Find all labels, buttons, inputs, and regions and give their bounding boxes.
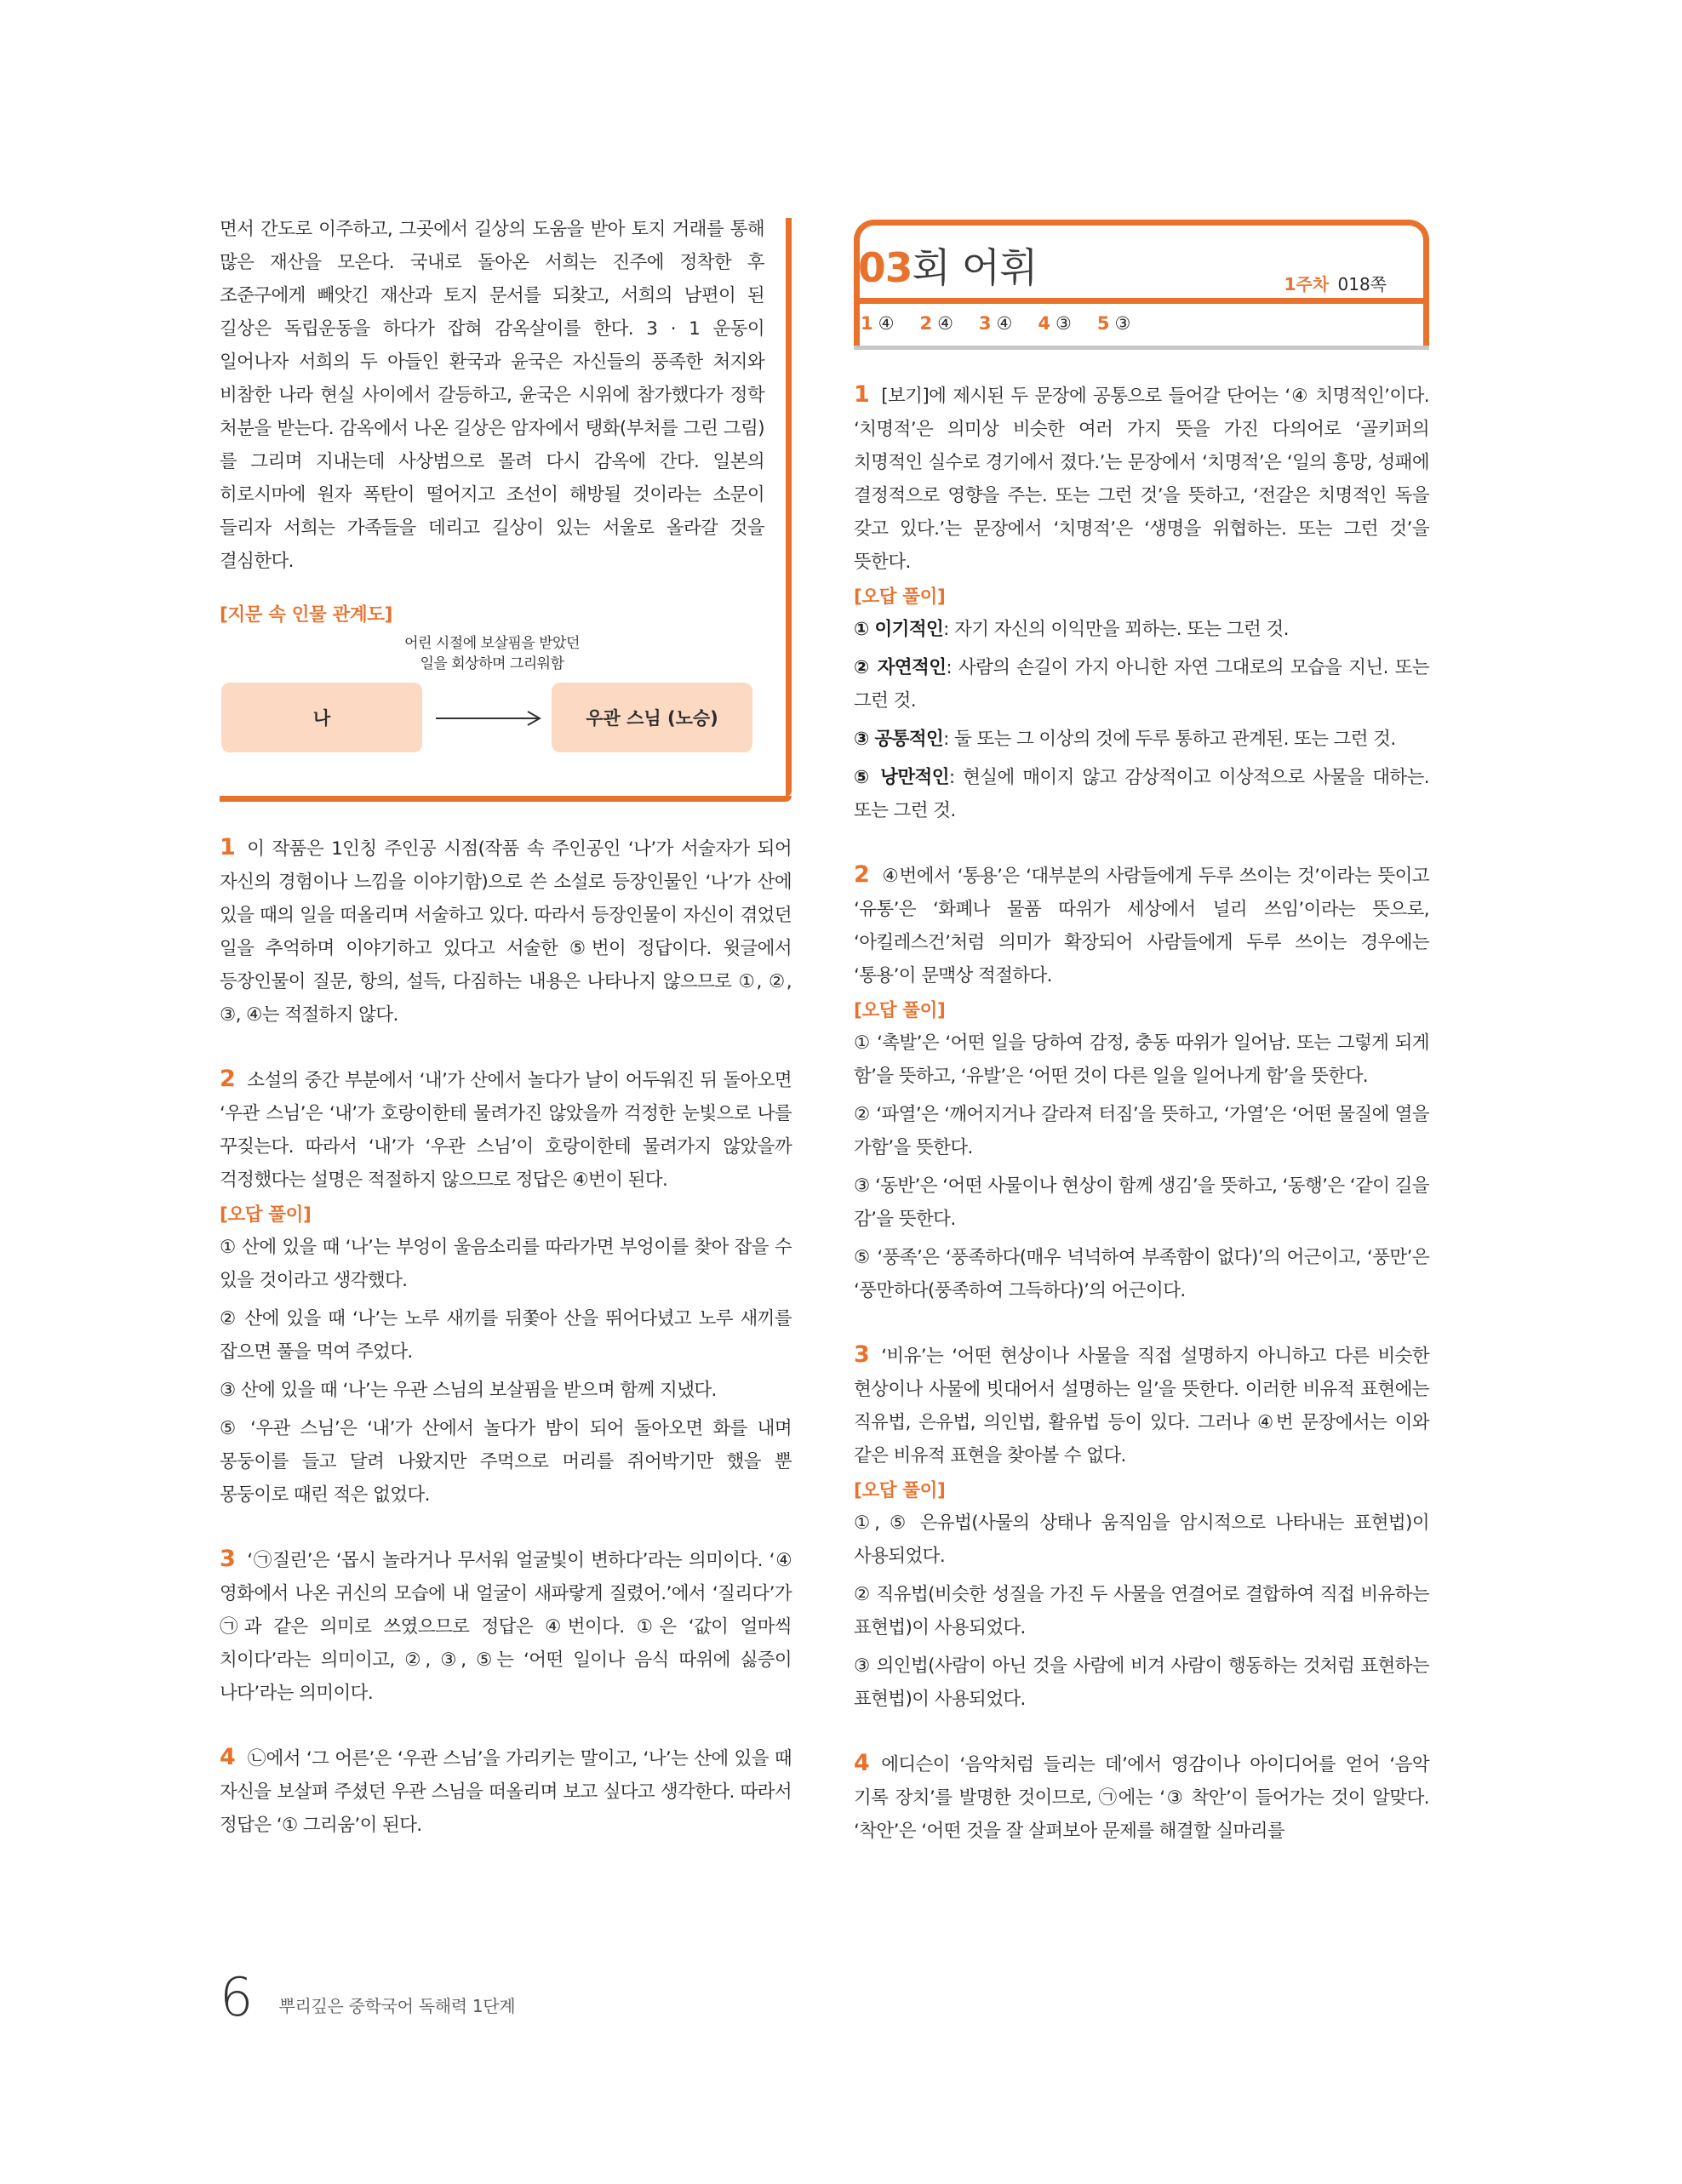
answer-key [861,313,1130,334]
answer-key-item [1038,313,1071,334]
answer-2 [220,1062,792,1512]
wrong-answer-item [854,613,1429,646]
answer-number: 2 [854,861,870,888]
answer-key-item [1097,313,1130,334]
section-number: 03 [858,245,913,292]
arrow-right-icon [434,708,545,729]
page-reference [1284,271,1387,295]
answer-key-item [919,313,953,334]
diagram-node-me: 나 [221,683,422,752]
term: ⑤ 낭만적인 [854,767,949,788]
answer-2 [854,858,1429,1307]
page-label: 018쪽 [1337,274,1387,294]
answer-number: 1 [220,834,236,860]
diagram-caption [364,633,620,674]
answer-text: [보기]에 제시된 두 문장에 공통으로 들어갈 단어는 ‘④ 치명적인’이다. ‘치명적’은 의미상 비슷한 여러 가지 뜻을 가진 다의어로 ‘골키퍼의 치명적인 실수로 경기에서 졌다.’는 문장에서 ‘치명적’은 ‘일의 흥망, 성패에 결정적으로 영향을 주는. 또는 그런 것’을 뜻하고, ‘전갈은 치명적인 독을 갖고 있다.’는 문장에서 ‘치명적’은 ‘생명을 위협하는. 또는 그런 것’을 뜻한다. [854,386,1429,573]
answer-number: 4 [220,1744,236,1770]
answer-1 [854,378,1429,827]
answer-text: ‘㉠질린’은 ‘몹시 놀라거나 무서워 얼굴빛이 변하다’라는 의미이다. ‘④ 영화에서 나온 귀신의 모습에 내 얼굴이 새파랗게 질렸어.’에서 ‘질리다’가 ㉠과 같은 의미로 쓰였으므로 정답은 ④번이다. ①은 ‘값이 얼마씩 치이다’라는 의미이고, ②, ③, ⑤는 ‘어떤 일이나 음식 따위에 싫증이 나다’라는 의미이다. [220,1550,792,1704]
definition: : 사람의 손길이 가지 아니한 자연 그대로의 모습을 지닌. 또는 그런 것. [854,657,1429,712]
answer-text: ‘비유’는 ‘어떤 현상이나 사물을 직접 설명하지 아니하고 다른 비슷한 현상이나 사물에 빗대어서 설명하는 일’을 뜻한다. 이러한 비유적 표현에는 직유법, 은유법, 의인법, 활유법 등이 있다. 그러나 ④번 문장에서는 이와 같은 비유적 표현을 찾아볼 수 없다. [854,1346,1429,1466]
wrong-answer-item: ⑤ ‘우관 스님’은 ‘내’가 산에서 놀다가 밤이 되어 돌아오면 화를 내며 몽둥이를 들고 달려 나왔지만 주먹으로 머리를 쥐어박기만 했을 뿐 몽둥이로 때린 적은 없었다. [220,1418,792,1506]
answer-key-number: 4 [1038,313,1050,334]
answer-3 [854,1338,1429,1716]
right-answers [854,378,1429,1848]
term: ② 자연적인 [854,657,947,678]
summary-paragraph: 면서 간도로 이주하고, 그곳에서 길상의 도움을 받아 토지 거래를 통해 많은 재산을 모은다. 국내로 돌아온 서희는 진주에 정착한 후 조준구에게 빼앗긴 재산과 토지 문서를 되찾고, 서희의 남편이 된 길상은 독립운동을 하다가 잡혀 감옥살이를 한다. 3 · 1 운동이 일어나자 서희의 두 아들인 환국과 윤국은 자신들의 풍족한 처지와 비참한 나라 현실 사이에서 갈등하고, 윤국은 시위에 참가했다가 정학 처분을 받는다. 감옥에서 나온 길상은 암자에서 탱화(부처를 그린 그림)를 그리며 지내는데 사상범으로 몰려 다시 감옥에 간다. 일본의 히로시마에 원자 폭탄이 떨어지고 조선이 해방될 것이라는 소문이 들리자 서희는 가족들을 데리고 길상이 있는 서울로 올라갈 것을 결심한다. [220,219,764,572]
week-label: 1주차 [1284,274,1330,294]
term: ③ 공통적인 [854,729,944,750]
section-title-text: 회 어휘 [912,245,1038,292]
answer-number: 2 [220,1066,236,1092]
answer-key-value: ③ [1055,313,1072,334]
answer-number: 1 [854,381,870,408]
answer-key-value: ④ [996,313,1013,334]
answer-key-number: 2 [919,313,933,334]
answer-number: 3 [220,1546,236,1572]
answer-key-value: ④ [937,313,953,334]
wrong-answer-label: [오답 풀이] [854,586,946,608]
answer-1 [220,831,792,1032]
answer-text: ④번에서 ‘통용’은 ‘대부분의 사람들에게 두루 쓰이는 것’이라는 뜻이고 ‘유통’은 ‘화폐나 물품 따위가 세상에서 널리 쓰임’이라는 뜻으로, ‘아킬레스건’처럼 의미가 확장되어 사람들에게 두루 쓰이는 경우에는 ‘통용’이 문맥상 적절하다. [854,866,1429,986]
definition: : 둘 또는 그 이상의 것에 두루 통하고 관계된. 또는 그런 것. [943,729,1396,750]
summary-box [220,213,792,802]
diagram-caption-line-1: 어린 시절에 보살핌을 받았던 [404,635,580,652]
answer-text: 에디슨이 ‘음악처럼 들리는 데’에서 영감이나 아이디어를 얻어 ‘음악 기록 장치’를 발명한 것이므로, ㉠에는 ‘③ 착안’이 들어가는 것이 알맞다. ‘착안’은 ‘어떤 것을 잘 살펴보아 문제를 해결할 실마리를 [854,1754,1429,1842]
wrong-answer-item [854,761,1429,827]
page-footer [220,1966,516,2028]
answer-4 [220,1741,792,1842]
answer-number: 4 [854,1750,870,1776]
diagram-node-monk: 우관 스님 (노승) [552,683,752,752]
answer-text: ㉡에서 ‘그 어른’은 ‘우관 스님’을 가리키는 말이고, ‘나’는 산에 있을 때 자신을 보살펴 주셨던 우관 스님을 떠올리며 보고 싶다고 생각한다. 따라서 정답은 ‘① 그리움’이 된다. [220,1748,792,1836]
summary-box-border-right [786,218,792,797]
wrong-answer-label: [오답 풀이] [854,1480,946,1501]
book-title: 뿌리깊은 중학국어 독해력 1단계 [278,1996,516,2016]
vocab-header [854,220,1429,347]
character-relation-diagram [220,633,764,752]
answer-key-value: ④ [878,313,895,334]
definition: : 현실에 매이지 않고 감상적이고 이상적으로 사물을 대하는. 또는 그런 것. [854,767,1429,821]
wrong-answer-item: ① ‘촉발’은 ‘어떤 일을 당하여 감정, 충동 따위가 일어남. 또는 그렇게 되게 함’을 뜻하고, ‘유발’은 ‘어떤 것이 다른 일을 일어나게 함’을 뜻한다. [854,1032,1429,1087]
answer-key-number: 5 [1096,313,1110,334]
wrong-answer-item: ①, ⑤ 은유법(사물의 상태나 움직임을 암시적으로 나타내는 표현법)이 사용되었다. [854,1512,1429,1567]
wrong-answer-item: ① 산에 있을 때 ‘나’는 부엉이 울음소리를 따라가면 부엉이를 찾아 잡을 수 있을 것이라고 생각했다. [220,1237,792,1291]
answer-key-number: 1 [861,313,873,334]
answer-3 [220,1542,792,1710]
answer-key-number: 3 [978,313,992,334]
answer-4 [854,1747,1429,1848]
wrong-answer-item: ⑤ ‘풍족’은 ‘풍족하다(매우 넉넉하여 부족함이 없다)’의 어근이고, ‘풍만’은 ‘풍만하다(풍족하여 그득하다)’의 어근이다. [854,1247,1429,1301]
answer-key-item [979,313,1012,334]
page-number: 6 [220,1966,254,2028]
term: ① 이기적인 [854,619,944,640]
header-divider [854,298,1429,304]
left-answers [220,831,792,1842]
wrong-answer-item [854,651,1429,718]
answer-text: 소설의 중간 부분에서 ‘내’가 산에서 놀다가 날이 어두워진 뒤 돌아오면 ‘우관 스님’은 ‘내’가 호랑이한테 물려가진 않았을까 걱정한 눈빛으로 나를 꾸짖는다. 따라서 ‘내’가 ‘우관 스님’이 호랑이한테 물려가지 않았을까 걱정했다는 설명은 적절하지 않으므로 정답은 ④번이 된다. [220,1070,792,1191]
section-title [858,245,1038,293]
diagram-label: [지문 속 인물 관계도] [220,604,393,626]
summary-text-block [220,213,764,631]
summary-box-border-bottom [220,796,792,802]
answer-key-item [861,313,894,334]
wrong-answer-label: [오답 풀이] [854,1000,946,1021]
answer-key-value: ③ [1114,313,1131,334]
wrong-answer-label: [오답 풀이] [220,1204,312,1226]
wrong-answer-item [854,723,1429,756]
header-bottom-rule [854,346,1429,350]
wrong-answer-item: ② 산에 있을 때 ‘나’는 노루 새끼를 뒤쫓아 산을 뛰어다녔고 노루 새끼를 잡으면 풀을 먹여 주었다. [220,1308,792,1363]
answer-text: 이 작품은 1인칭 주인공 시점(작품 속 주인공인 ‘나’가 서술자가 되어 자신의 경험이나 느낌을 이야기함)으로 쓴 소설로 등장인물인 ‘나’가 산에 있을 때의 일을 떠올리며 서술하고 있다. 따라서 등장인물이 자신이 겪었던 일을 추억하며 이야기하고 있다고 서술한 ⑤번이 정답이다. 윗글에서 등장인물이 질문, 항의, 설득, 다짐하는 내용은 나타나지 않으므로 ①, ②, ③, ④는 적절하지 않다. [220,838,792,1026]
wrong-answer-item: ③ 산에 있을 때 ‘나’는 우관 스님의 보살핌을 받으며 함께 지냈다. [220,1380,717,1401]
wrong-answer-item: ② ‘파열’은 ‘깨어지거나 갈라져 터짐’을 뜻하고, ‘가열’은 ‘어떤 물질에 열을 가함’을 뜻한다. [854,1104,1429,1158]
wrong-answer-item: ② 직유법(비슷한 성질을 가진 두 사물을 연결어로 결합하여 직접 비유하는 표현법)이 사용되었다. [854,1584,1429,1638]
definition: : 자기 자신의 이익만을 꾀하는. 또는 그런 것. [943,619,1289,640]
wrong-answer-item: ③ ‘동반’은 ‘어떤 사물이나 현상이 함께 생김’을 뜻하고, ‘동행’은 ‘같이 길을 감’을 뜻한다. [854,1175,1429,1230]
wrong-answer-item: ③ 의인법(사람이 아닌 것을 사람에 비겨 사람이 행동하는 것처럼 표현하는 표현법)이 사용되었다. [854,1655,1429,1710]
diagram-caption-line-2: 일을 회상하며 그리워함 [420,655,564,672]
answer-number: 3 [854,1341,870,1368]
